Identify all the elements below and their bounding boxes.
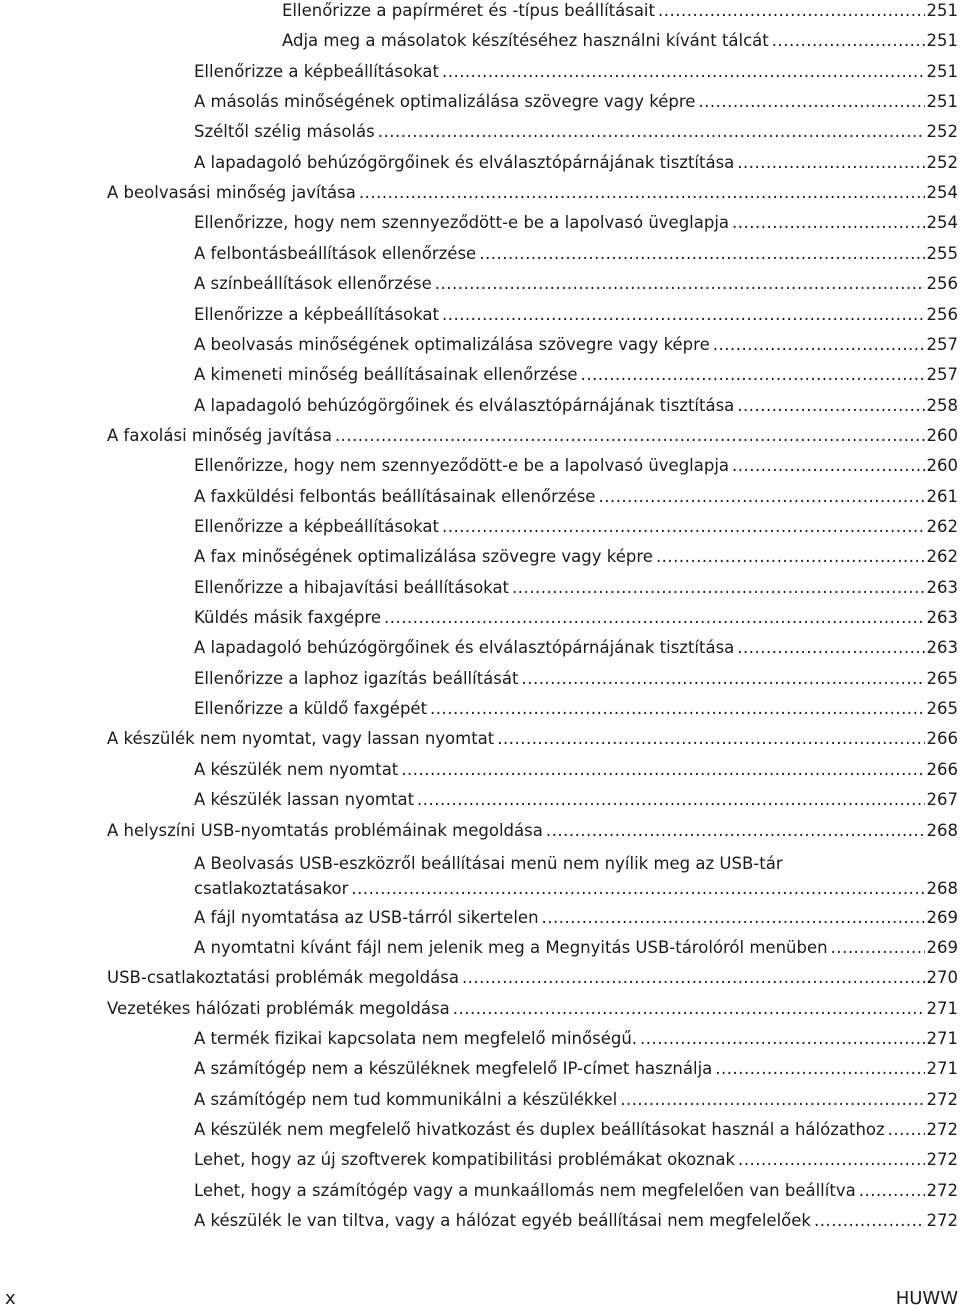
dot-leader [737,152,924,174]
dot-leader [479,243,924,265]
toc-entry-title: Ellenőrizze a hibajavítási beállításokat [194,577,510,597]
toc-entry[interactable] [194,212,958,234]
dot-leader [640,1028,924,1050]
toc-entry-title: A fax minőségének optimalizálása szövegre vagy képre [194,547,653,567]
toc-entry-page: 257 [926,365,958,385]
toc-entry-page: 267 [926,790,958,810]
toc-entry-page: 260 [926,425,958,445]
toc-entry-title: A készülék le van tiltva, vagy a hálózat egyéb beállításai nem megfelelőek [194,1211,811,1231]
toc-entry[interactable] [194,455,958,477]
toc-entry-title: Ellenőrizze a képbeállításokat [194,517,439,536]
toc-entry-title: A készülék nem nyomtat, vagy lassan nyomtat [107,729,495,749]
toc-entry[interactable] [194,364,958,386]
toc-entry[interactable] [194,243,958,265]
toc-entry-page: 256 [926,274,958,294]
toc-entry[interactable] [194,850,958,900]
toc-entry-title: A másolás minőségének optimalizálása szövegre vagy képre [194,92,696,112]
toc-entry-page: 260 [926,456,958,476]
toc-entry-title: A termék fizikai kapcsolata nem megfelelő minőségű. [194,1029,638,1048]
toc-entry-page: 271 [926,998,958,1018]
toc-entry-title: Ellenőrizze a képbeállításokat [194,61,439,81]
toc-entry[interactable] [194,1210,958,1232]
toc-entry-page: 268 [926,820,958,840]
toc-entry-page: 252 [926,152,958,172]
toc-entry-title: A lapadagoló behúzógörgőinek és elválasztópárnájának tisztítása [194,638,735,658]
toc-entry-title: Küldés másik faxgépre [194,608,382,627]
toc-entry-title: Ellenőrizze a képbeállításokat [194,304,439,324]
toc-entry[interactable] [107,728,958,750]
toc-entry-title: Ellenőrizze a küldő faxgépét [194,699,428,719]
toc-entry[interactable] [194,91,958,113]
toc-entry[interactable] [194,1089,958,1111]
dot-leader [430,698,924,720]
toc-entry-page: 251 [926,31,958,51]
toc-entry-page: 263 [926,608,958,627]
toc-entry[interactable] [194,577,958,599]
toc-entry-page: 263 [926,638,958,658]
dot-leader [384,607,924,629]
toc-entry-title: A készülék nem nyomtat [194,759,399,779]
toc-entry-page: 262 [926,547,958,567]
toc-entry-page: 269 [926,937,958,957]
toc-entry[interactable] [194,546,958,568]
toc-entry-title: Adja meg a másolatok készítéséhez használni kívánt tálcát [282,31,769,51]
toc-entry-page: 252 [926,122,958,142]
toc-entry-page: 256 [926,304,958,324]
toc-entry-title: Ellenőrizze, hogy nem szennyeződött-e be a lapolvasó üveglapja [194,456,730,476]
toc-entry-page: 261 [926,486,958,506]
toc-entry-page: 265 [926,699,958,719]
toc-entry-title: A lapadagoló behúzógörgőinek és elválasztópárnájának tisztítása [194,395,735,415]
dot-leader [738,1149,924,1171]
toc-entry-title: A lapadagoló behúzógörgőinek és elválasztópárnájának tisztítása [194,152,735,172]
toc-entry[interactable] [107,182,958,204]
dot-leader [442,516,925,538]
toc-entry-title: A fájl nyomtatása az USB-tárról sikertelen [194,907,539,927]
toc-entry-page: 257 [926,334,958,354]
toc-entry[interactable] [282,30,958,52]
toc-entry[interactable] [194,516,958,538]
toc-entry[interactable] [194,1180,958,1202]
toc-entry-title: Lehet, hogy az új szoftverek kompatibilitási problémákat okoznak [194,1150,736,1170]
toc-entry-page: 269 [926,907,958,927]
toc-entry[interactable] [194,1119,958,1141]
toc-entry-page: 270 [926,968,958,988]
dot-leader [772,30,925,52]
dot-leader [713,334,925,356]
toc-entry-page: 258 [926,395,958,415]
toc-entry-title: USB-csatlakoztatási problémák megoldása [107,968,459,988]
dot-leader [814,1210,925,1232]
dot-leader [581,364,925,386]
dot-leader [359,182,925,204]
toc-entry[interactable] [194,304,958,326]
toc-entry-page: 251 [926,1,958,20]
dot-leader [737,395,924,417]
toc-entry-title: A beolvasási minőség javítása [107,183,356,203]
toc-entry-title: Ellenőrizze, hogy nem szennyeződött-e be a lapolvasó üveglapja [194,213,730,233]
dot-leader [378,121,925,143]
dot-leader [620,1089,924,1111]
toc-entry[interactable] [194,121,958,143]
toc-entry[interactable] [194,668,958,690]
toc-entry-title: A nyomtatni kívánt fájl nem jelenik meg a Megnyitás USB-tárolóról menüben [194,937,828,957]
toc-entry-page: 272 [926,1180,958,1200]
toc-entry-title: A készülék nem megfelelő hivatkozást és duplex beállításokat használ a hálózathoz [194,1120,885,1139]
toc-entry[interactable] [194,698,958,720]
dot-leader [546,820,925,842]
dot-leader [435,273,925,295]
toc-entry-page: 271 [926,1029,958,1048]
toc-entry[interactable] [194,1028,958,1050]
toc-entry-title: Lehet, hogy a számítógép vagy a munkaállomás nem megfelelően van beállítva [194,1180,856,1200]
dot-leader [497,728,924,750]
footer-page-number: x [5,1288,16,1309]
toc-entry[interactable] [282,0,958,22]
toc-entry[interactable] [194,1058,958,1080]
toc-entry-title: Széltől szélig másolás [194,122,375,142]
dot-leader [656,546,925,568]
dot-leader [351,878,924,900]
toc-entry-title: Ellenőrizze a laphoz igazítás beállítását [194,668,519,688]
dot-leader [732,455,924,477]
dot-leader [698,91,924,113]
toc-entry-page: 254 [926,183,958,203]
dot-leader [512,577,924,599]
toc-entry-title: A számítógép nem tud kommunikálni a készülékkel [194,1089,618,1109]
toc-entry-title: Vezetékes hálózati problémák megoldása [107,998,450,1018]
dot-leader [737,637,924,659]
toc-entry[interactable] [107,998,958,1020]
toc-entry-title: A Beolvasás USB-eszközről beállításai menü nem nyílik meg az USB-tár [194,853,783,873]
toc-entry-page: 266 [926,729,958,749]
toc-entry[interactable] [194,637,958,659]
toc-entry[interactable] [194,395,958,417]
toc-entry-title: Ellenőrizze a papírméret és -típus beállításait [282,1,655,20]
dot-leader [335,425,925,447]
toc-entry-page: 255 [926,243,958,263]
toc-entry[interactable] [194,759,958,781]
dot-leader [715,1058,924,1080]
dot-leader [521,668,924,690]
toc-entry[interactable] [107,820,958,842]
toc-entry-page: 268 [926,878,958,898]
dot-leader [732,212,924,234]
toc-entry-title: A számítógép nem a készüléknek megfelelő IP-címet használja [194,1059,713,1079]
toc-entry-page: 262 [926,517,958,536]
dot-leader [462,967,925,989]
toc-entry-page: 266 [926,759,958,779]
dot-leader [417,789,924,811]
toc-entry-page: 272 [926,1089,958,1109]
toc-entry-page: 272 [926,1150,958,1170]
toc-entry-title: csatlakoztatásakor [194,878,349,898]
toc-entry[interactable] [194,789,958,811]
dot-leader [453,998,925,1020]
toc-entry-title: A kimeneti minőség beállításainak ellenőrzése [194,365,578,385]
toc-entry[interactable] [194,152,958,174]
toc-entry-page: 254 [926,213,958,233]
toc-entry-title: A készülék lassan nyomtat [194,790,415,810]
toc-entry-title: A faxküldési felbontás beállításainak ellenőrzése [194,486,596,506]
dot-leader [598,486,924,508]
toc-entry-title: A színbeállítások ellenőrzése [194,274,432,294]
footer-doc-label: HUWW [895,1288,958,1309]
dot-leader [442,304,925,326]
dot-leader [888,1119,925,1141]
toc-entry[interactable] [194,61,958,83]
toc-entry[interactable] [194,907,958,929]
toc-entry[interactable] [194,486,958,508]
toc-entry[interactable] [194,1149,958,1171]
toc-entry-page: 265 [926,668,958,688]
toc-entry[interactable] [194,334,958,356]
toc-entry[interactable] [107,967,958,989]
dot-leader [542,907,925,929]
toc-entry[interactable] [194,937,958,959]
toc-entry-page: 271 [926,1059,958,1079]
toc-entry-title: A felbontásbeállítások ellenőrzése [194,243,477,263]
dot-leader [442,61,925,83]
dot-leader [401,759,924,781]
dot-leader [859,1180,925,1202]
toc-entry-page: 272 [926,1211,958,1231]
toc-entry-page: 263 [926,577,958,597]
toc-entry[interactable] [194,273,958,295]
dot-leader [658,0,925,22]
toc-entry-title: A beolvasás minőségének optimalizálása szövegre vagy képre [194,334,710,354]
toc-entry[interactable] [194,607,958,629]
toc-entry-page: 272 [926,1120,958,1139]
toc-entry-page: 251 [926,61,958,81]
toc-entry-page: 251 [926,92,958,112]
toc-entry-title: A faxolási minőség javítása [107,425,332,445]
toc-entry[interactable] [107,425,958,447]
toc-entry-title: A helyszíni USB-nyomtatás problémáinak megoldása [107,820,543,840]
dot-leader [831,937,925,959]
